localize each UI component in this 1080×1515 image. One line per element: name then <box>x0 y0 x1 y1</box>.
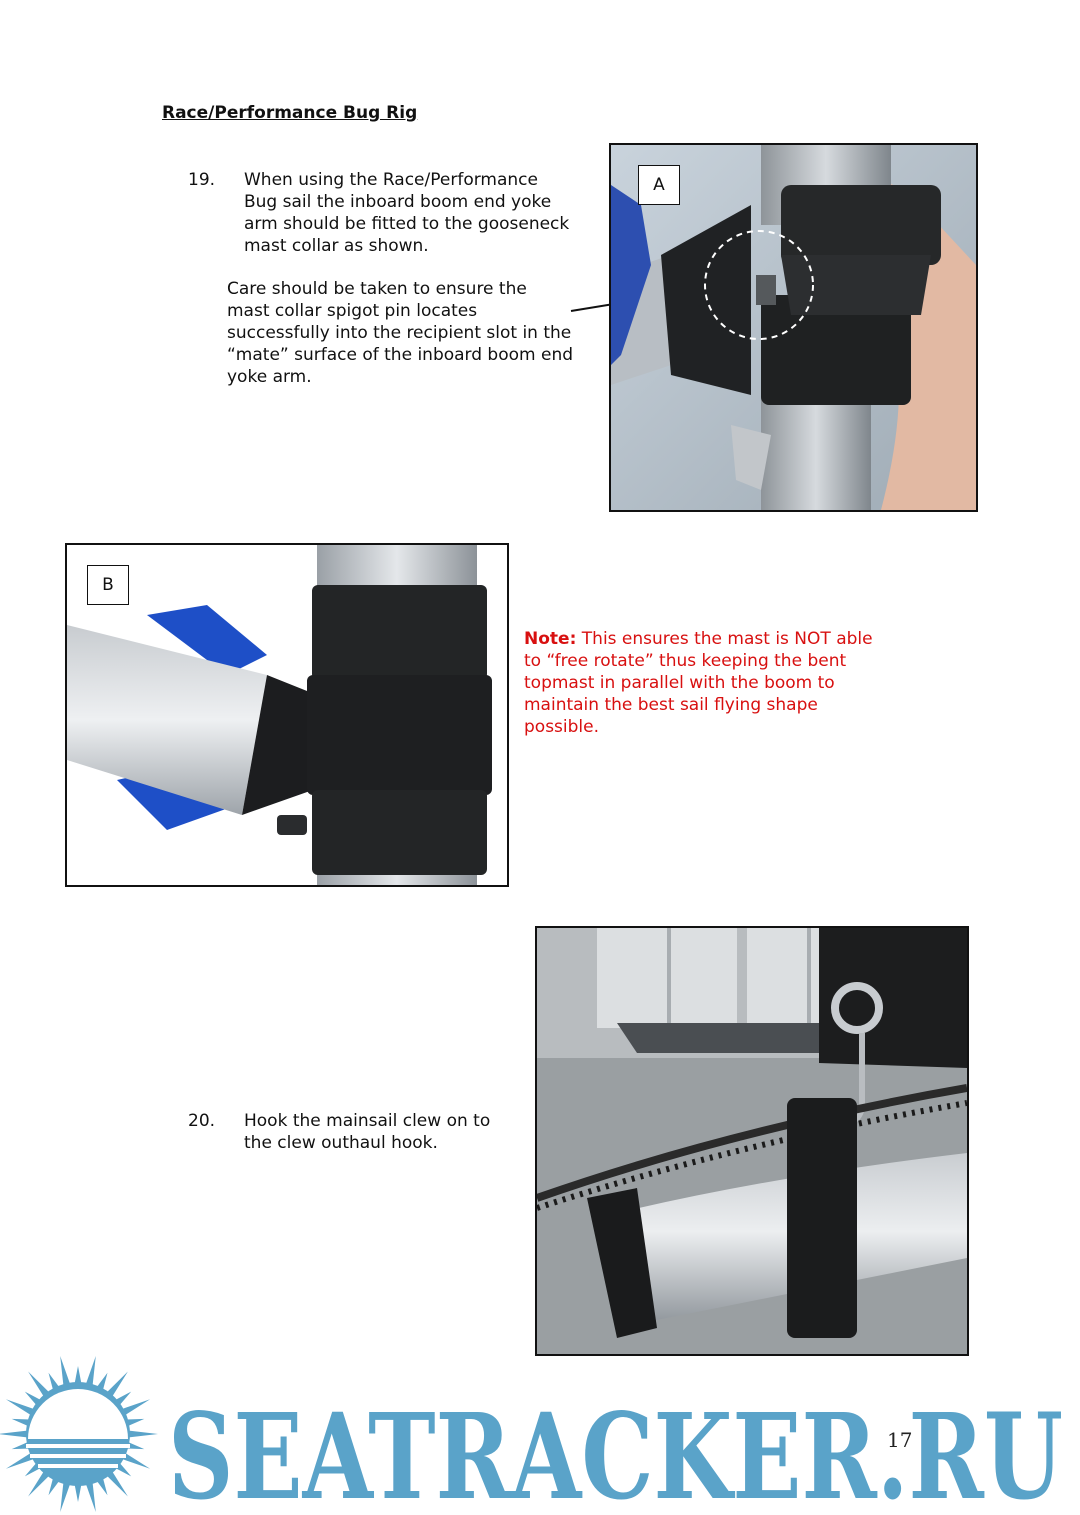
page-number: 17 <box>887 1428 913 1452</box>
step-19-care-text <box>227 278 573 388</box>
photo-c-image <box>537 928 967 1354</box>
section-heading: Race/Performance Bug Rig <box>162 103 418 123</box>
step-20-number: 20. <box>188 1111 216 1131</box>
watermark-graphic <box>0 1352 1080 1515</box>
sun-ray <box>75 1366 82 1384</box>
step-20-line: Hook the mainsail clew on to <box>244 1111 491 1131</box>
step-19-line: arm should be fitted to the gooseneck <box>244 214 570 234</box>
step-19-number: 19. <box>188 170 216 190</box>
note-line: to “free rotate” thus keeping the bent <box>524 651 847 671</box>
note-line: maintain the best sail flying shape <box>524 695 818 715</box>
sun-ray <box>75 1484 82 1502</box>
care-line: Care should be taken to ensure the <box>227 279 527 299</box>
step-19-line: Bug sail the inboard boom end yoke <box>244 192 552 212</box>
sun-ray <box>86 1356 96 1386</box>
sun-ray <box>128 1431 158 1438</box>
note-line: This ensures the mast is NOT able <box>576 629 873 649</box>
sun-ray <box>86 1482 96 1512</box>
sun-ray <box>121 1399 150 1415</box>
watermark <box>0 1352 1080 1515</box>
sun-logo-icon <box>0 1356 158 1512</box>
note-text <box>524 628 914 738</box>
sun-ray <box>60 1356 70 1386</box>
sun-ray <box>60 1482 70 1512</box>
photo-a-label: A <box>638 165 680 205</box>
watermark-text: SEATRACKER.RU <box>168 1387 1063 1515</box>
photo-a <box>609 143 978 512</box>
step-20-line: the clew outhaul hook. <box>244 1133 438 1153</box>
care-line: mast collar spigot pin locates <box>227 301 478 321</box>
step-19-line: mast collar as shown. <box>244 236 429 256</box>
step-19-text <box>244 169 569 257</box>
care-line: yoke arm. <box>227 367 312 387</box>
sun-ray <box>6 1399 35 1415</box>
care-line: “mate” surface of the inboard boom end <box>227 345 574 365</box>
step-20-text <box>244 1110 490 1154</box>
note-line: possible. <box>524 717 600 737</box>
note-line: topmast in parallel with the boom to <box>524 673 835 693</box>
step-19-line: When using the Race/Performance <box>244 170 538 190</box>
note-prefix: Note: <box>524 629 577 649</box>
photo-b <box>65 543 509 887</box>
photo-b-label: B <box>87 565 129 605</box>
sun-ray <box>0 1431 28 1438</box>
photo-b-image <box>67 545 507 885</box>
photo-c <box>535 926 969 1356</box>
care-line: successfully into the recipient slot in the <box>227 323 572 343</box>
